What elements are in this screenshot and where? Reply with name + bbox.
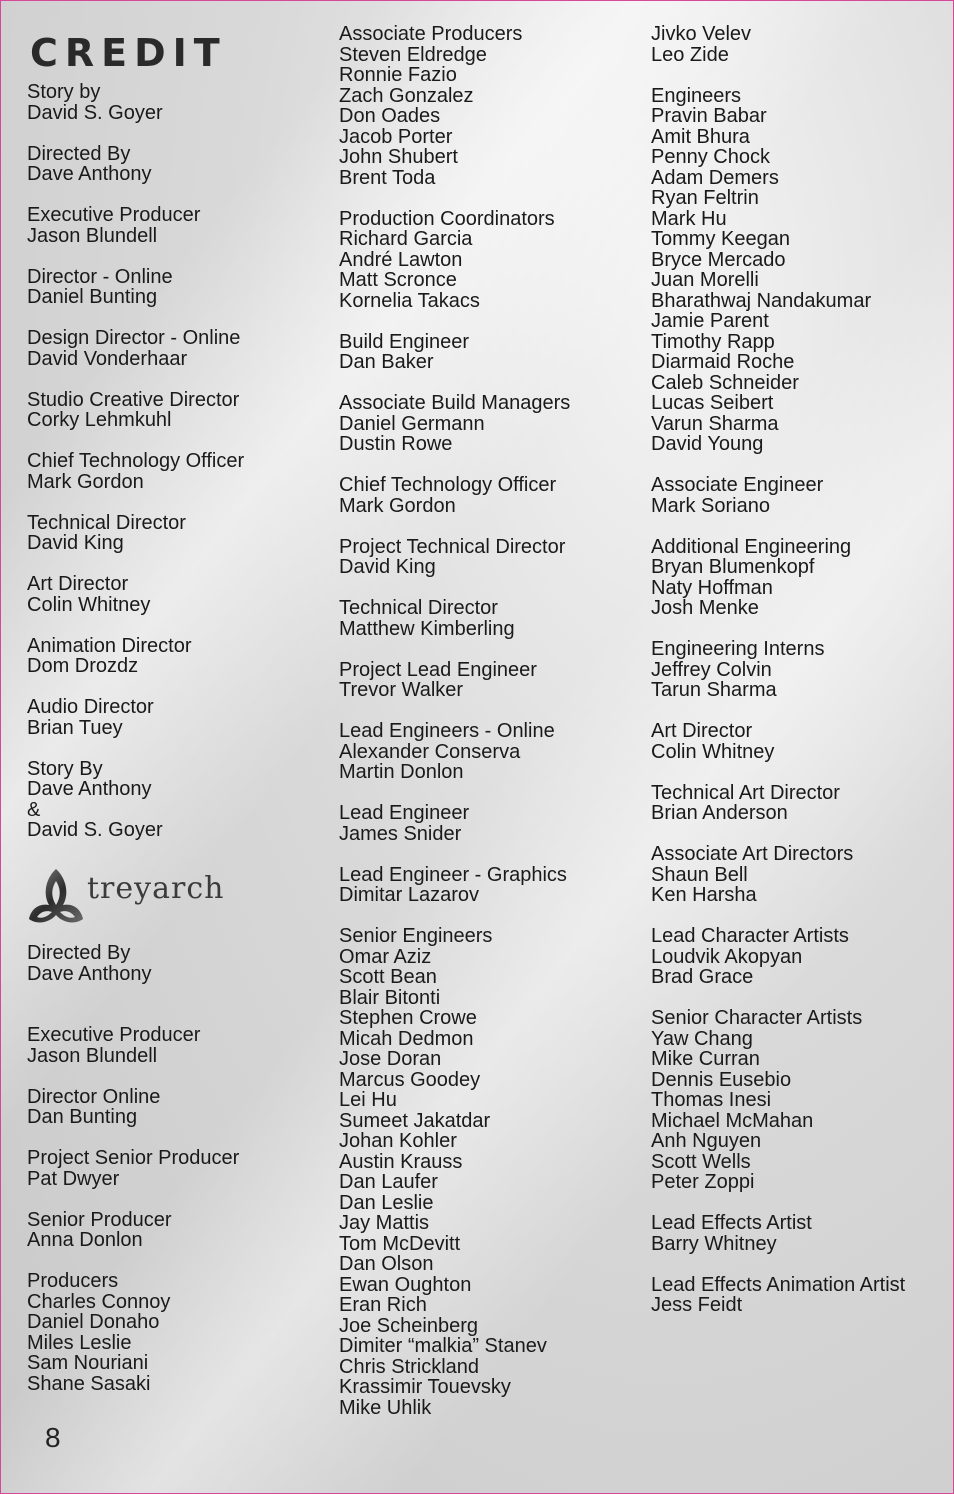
credit-person: Mark Soriano xyxy=(651,494,770,517)
credit-group xyxy=(651,86,951,455)
credit-person: Varun Sharma xyxy=(651,412,779,435)
credit-person: Micah Dedmon xyxy=(339,1027,474,1050)
treyarch-emblem-icon xyxy=(25,865,87,929)
credit-group xyxy=(27,267,317,308)
credit-role: Technical Art Director xyxy=(651,781,840,804)
credit-person: Bryce Mercado xyxy=(651,248,786,271)
credit-role: Jivko Velev xyxy=(651,23,752,45)
credits-column-3 xyxy=(651,24,951,1336)
credit-person: Chris Strickland xyxy=(339,1355,480,1378)
credit-person: Anh Nguyen xyxy=(651,1130,762,1152)
credit-role: Story By xyxy=(27,757,103,780)
credit-role: Design Director - Online xyxy=(27,327,241,349)
credit-person: Dan Baker xyxy=(339,351,434,373)
credit-group xyxy=(27,1087,317,1128)
credit-role: Art Director xyxy=(27,573,129,595)
credit-group xyxy=(27,1025,317,1066)
credit-group xyxy=(27,144,317,185)
credit-person: Scott Wells xyxy=(651,1150,751,1173)
credit-person: Dave Anthony xyxy=(27,163,152,185)
credit-person: Richard Garcia xyxy=(339,228,473,250)
credit-group xyxy=(339,598,639,639)
credit-person: James Snider xyxy=(339,822,462,845)
credit-role: Executive Producer xyxy=(27,1024,201,1046)
treyarch-logo xyxy=(25,865,225,929)
credit-person: Thomas Inesi xyxy=(651,1089,772,1111)
credit-person: Bryan Blumenkopf xyxy=(651,556,815,578)
credit-person: Yaw Chang xyxy=(651,1027,753,1050)
credit-role: Director Online xyxy=(27,1085,161,1108)
credit-group xyxy=(339,209,639,312)
credit-role: Chief Technology Officer xyxy=(27,450,245,472)
logo-wordmark: treyarch xyxy=(87,871,225,906)
credit-person: Mark Gordon xyxy=(27,470,144,493)
credit-person: André Lawton xyxy=(339,248,463,271)
credit-group xyxy=(339,865,639,906)
credit-person: Trevor Walker xyxy=(339,679,464,701)
credit-role: Associate Producers xyxy=(339,23,523,45)
credit-person: Anna Donlon xyxy=(27,1229,143,1251)
credit-person: Johan Kohler xyxy=(339,1130,457,1152)
credit-person: Dan Olson xyxy=(339,1253,434,1275)
credit-group xyxy=(27,943,317,1005)
credit-group xyxy=(651,721,951,762)
credit-role: Production Coordinators xyxy=(339,207,555,230)
credit-person: Omar Aziz xyxy=(339,945,432,968)
credit-person: Daniel Bunting xyxy=(27,286,158,308)
credit-person: Peter Zoppi xyxy=(651,1171,755,1193)
credit-role: Technical Director xyxy=(339,597,498,619)
credit-role: Senior Engineers xyxy=(339,925,493,947)
credit-group xyxy=(651,844,951,906)
credit-person: Shane Sasaki xyxy=(27,1372,151,1395)
credit-person: Mark Hu xyxy=(651,207,727,230)
credit-role: Audio Director xyxy=(27,696,154,718)
credit-person: Dustin Rowe xyxy=(339,433,453,455)
credit-person: Leo Zide xyxy=(651,43,729,66)
credit-group xyxy=(339,393,639,455)
credit-person: Dan Bunting xyxy=(27,1106,138,1128)
credit-group xyxy=(27,451,317,492)
credit-role: Lead Engineer - Graphics xyxy=(339,863,567,886)
credits-column-1b xyxy=(27,943,317,1415)
credit-role: Senior Producer xyxy=(27,1208,172,1231)
credit-person: Penny Chock xyxy=(651,146,770,168)
credits-column-1 xyxy=(27,82,317,861)
credit-group xyxy=(339,332,639,373)
credit-group xyxy=(27,1210,317,1251)
credit-role: Associate Art Directors xyxy=(651,843,854,865)
credit-person: Jacob Porter xyxy=(339,125,453,148)
credit-group xyxy=(651,783,951,824)
credit-person: Scott Bean xyxy=(339,966,437,988)
credit-group xyxy=(339,803,639,844)
credit-person: Daniel Germann xyxy=(339,412,485,435)
credit-role: Project Lead Engineer xyxy=(339,658,537,681)
credit-person: & xyxy=(27,798,41,821)
credit-person: Shaun Bell xyxy=(651,863,748,886)
credit-person: Caleb Schneider xyxy=(651,371,799,394)
credit-person: Brian Tuey xyxy=(27,716,123,739)
page-heading: CREDIT xyxy=(30,31,227,75)
credit-person: Eran Rich xyxy=(339,1294,427,1316)
credit-person: Jay Mattis xyxy=(339,1212,430,1234)
credit-group xyxy=(651,475,951,516)
credit-person: Jose Doran xyxy=(339,1048,442,1070)
credit-person: Bharathwaj Nandakumar xyxy=(651,289,872,312)
credit-person: David King xyxy=(27,532,124,554)
credit-person: Martin Donlon xyxy=(339,761,464,783)
credit-person: Mark Gordon xyxy=(339,494,456,517)
credit-person xyxy=(27,984,317,1005)
credit-person: Lucas Seibert xyxy=(651,392,774,414)
credit-group xyxy=(651,1275,951,1316)
credit-person: Dan Laufer xyxy=(339,1171,438,1193)
credit-person: Tarun Sharma xyxy=(651,679,777,701)
credit-person: Marcus Goodey xyxy=(339,1068,481,1091)
credit-person: Amit Bhura xyxy=(651,125,750,148)
credit-person: Ronnie Fazio xyxy=(339,64,457,86)
credit-role: Lead Effects Animation Artist xyxy=(651,1273,906,1296)
credits-column-2 xyxy=(339,24,639,1439)
credit-group xyxy=(27,759,317,841)
credit-group xyxy=(651,639,951,701)
credit-person: Ewan Oughton xyxy=(339,1273,472,1296)
credit-role: Project Senior Producer xyxy=(27,1147,240,1169)
credit-person: Jason Blundell xyxy=(27,224,158,247)
credit-person: Miles Leslie xyxy=(27,1331,132,1354)
credit-person: Brent Toda xyxy=(339,166,436,189)
credit-group xyxy=(27,697,317,738)
credit-person: Matt Scronce xyxy=(339,269,457,291)
credit-person: Dennis Eusebio xyxy=(651,1068,792,1091)
credit-person: Dimiter “malkia” Stanev xyxy=(339,1335,547,1357)
credit-person: Brian Anderson xyxy=(651,802,788,824)
credit-role: Associate Build Managers xyxy=(339,392,571,414)
credit-role: Animation Director xyxy=(27,634,192,657)
credit-role: Directed By xyxy=(27,142,131,165)
credit-person: Austin Krauss xyxy=(339,1150,463,1173)
credit-person: Pravin Babar xyxy=(651,105,767,127)
credit-person: Matthew Kimberling xyxy=(339,617,515,640)
credit-group xyxy=(339,660,639,701)
credit-person: Stephen Crowe xyxy=(339,1007,477,1029)
credit-group xyxy=(27,636,317,677)
credit-person: David S. Goyer xyxy=(27,819,163,841)
credit-role: Project Technical Director xyxy=(339,535,566,558)
credit-person: Don Oades xyxy=(339,105,441,127)
credit-role: Engineers xyxy=(651,84,742,107)
credit-role: Senior Character Artists xyxy=(651,1007,863,1029)
credit-group xyxy=(339,721,639,783)
credit-person: Krassimir Touevsky xyxy=(339,1376,511,1398)
credit-person: Jason Blundell xyxy=(27,1044,158,1067)
credit-person: Pat Dwyer xyxy=(27,1167,120,1190)
credit-role: Build Engineer xyxy=(339,330,470,353)
credit-person: Tom McDevitt xyxy=(339,1232,461,1255)
credit-role: Technical Director xyxy=(27,511,186,534)
credit-role: Directed By xyxy=(27,942,131,964)
credit-group xyxy=(27,1271,317,1394)
credit-person: Timothy Rapp xyxy=(651,330,775,353)
credit-group xyxy=(27,513,317,554)
credit-person: Steven Eldredge xyxy=(339,43,487,66)
credit-role: Additional Engineering xyxy=(651,535,852,558)
credit-person: Blair Bitonti xyxy=(339,986,441,1009)
credit-person: Jess Feidt xyxy=(651,1294,743,1316)
credit-person: Mike Uhlik xyxy=(339,1396,432,1419)
credit-role: Executive Producer xyxy=(27,204,201,226)
credit-person: Tommy Keegan xyxy=(651,228,790,250)
credit-group xyxy=(651,1213,951,1254)
credit-person: Sumeet Jakatdar xyxy=(339,1109,491,1132)
credit-role: Chief Technology Officer xyxy=(339,474,557,496)
credit-person: Adam Demers xyxy=(651,166,779,189)
credit-role: Director - Online xyxy=(27,265,173,288)
credit-group xyxy=(27,390,317,431)
credit-person: Alexander Conserva xyxy=(339,740,521,763)
credit-person: Daniel Donaho xyxy=(27,1311,160,1333)
credit-role: Associate Engineer xyxy=(651,474,824,496)
credit-group xyxy=(27,574,317,615)
credit-person: Dave Anthony xyxy=(27,778,152,800)
credit-role: Lead Engineers - Online xyxy=(339,720,555,742)
credit-group xyxy=(27,82,317,123)
credit-person: Kornelia Takacs xyxy=(339,289,480,312)
credit-person: Brad Grace xyxy=(651,966,754,988)
credit-person: Colin Whitney xyxy=(651,740,775,763)
credit-role: Lead Effects Artist xyxy=(651,1212,812,1234)
credit-person: Jamie Parent xyxy=(651,310,769,332)
credit-person: David Young xyxy=(651,433,764,455)
credit-person: Josh Menke xyxy=(651,597,759,619)
credit-group xyxy=(27,1148,317,1189)
credit-role: Studio Creative Director xyxy=(27,388,240,411)
credit-role: Lead Character Artists xyxy=(651,925,849,947)
credit-person: Naty Hoffman xyxy=(651,576,773,599)
credit-group xyxy=(339,537,639,578)
credit-person: Colin Whitney xyxy=(27,593,151,616)
credit-person: Dom Drozdz xyxy=(27,655,139,677)
credit-role: Lead Engineer xyxy=(339,802,470,824)
credit-person: Juan Morelli xyxy=(651,269,759,291)
credit-role: Art Director xyxy=(651,720,753,742)
credit-person: Ken Harsha xyxy=(651,884,757,906)
credit-group xyxy=(339,926,639,1418)
credit-person: Mike Curran xyxy=(651,1048,760,1070)
credit-person: Loudvik Akopyan xyxy=(651,945,803,968)
credit-group xyxy=(339,24,639,188)
credit-person: Ryan Feltrin xyxy=(651,187,759,209)
credit-person: Charles Connoy xyxy=(27,1290,171,1313)
credit-person: Sam Nouriani xyxy=(27,1352,149,1374)
credit-person: Diarmaid Roche xyxy=(651,351,795,373)
credit-person: Corky Lehmkuhl xyxy=(27,409,172,431)
page-number: 8 xyxy=(45,1422,61,1453)
credit-group xyxy=(651,24,951,65)
credit-person: Jeffrey Colvin xyxy=(651,658,772,681)
credit-group xyxy=(651,1008,951,1193)
credit-role: Engineering Interns xyxy=(651,638,825,660)
credit-person: Zach Gonzalez xyxy=(339,84,474,107)
credit-person: John Shubert xyxy=(339,146,458,168)
credit-group xyxy=(27,205,317,246)
credit-person: Lei Hu xyxy=(339,1089,397,1111)
credit-group xyxy=(651,926,951,988)
credit-person: Dan Leslie xyxy=(339,1191,434,1214)
credit-group xyxy=(27,328,317,369)
credit-person: Joe Scheinberg xyxy=(339,1314,478,1337)
credit-person: David King xyxy=(339,556,436,578)
credit-group xyxy=(651,537,951,619)
credit-person: Michael McMahan xyxy=(651,1109,814,1132)
credit-person: Barry Whitney xyxy=(651,1232,777,1255)
credit-role: Producers xyxy=(27,1270,119,1292)
credit-person: David Vonderhaar xyxy=(27,347,188,370)
credit-person: Dave Anthony xyxy=(27,962,152,985)
credit-role: Story by xyxy=(27,81,101,103)
credit-group xyxy=(339,475,639,516)
credit-person: Dimitar Lazarov xyxy=(339,884,480,906)
credit-person: David S. Goyer xyxy=(27,101,163,124)
